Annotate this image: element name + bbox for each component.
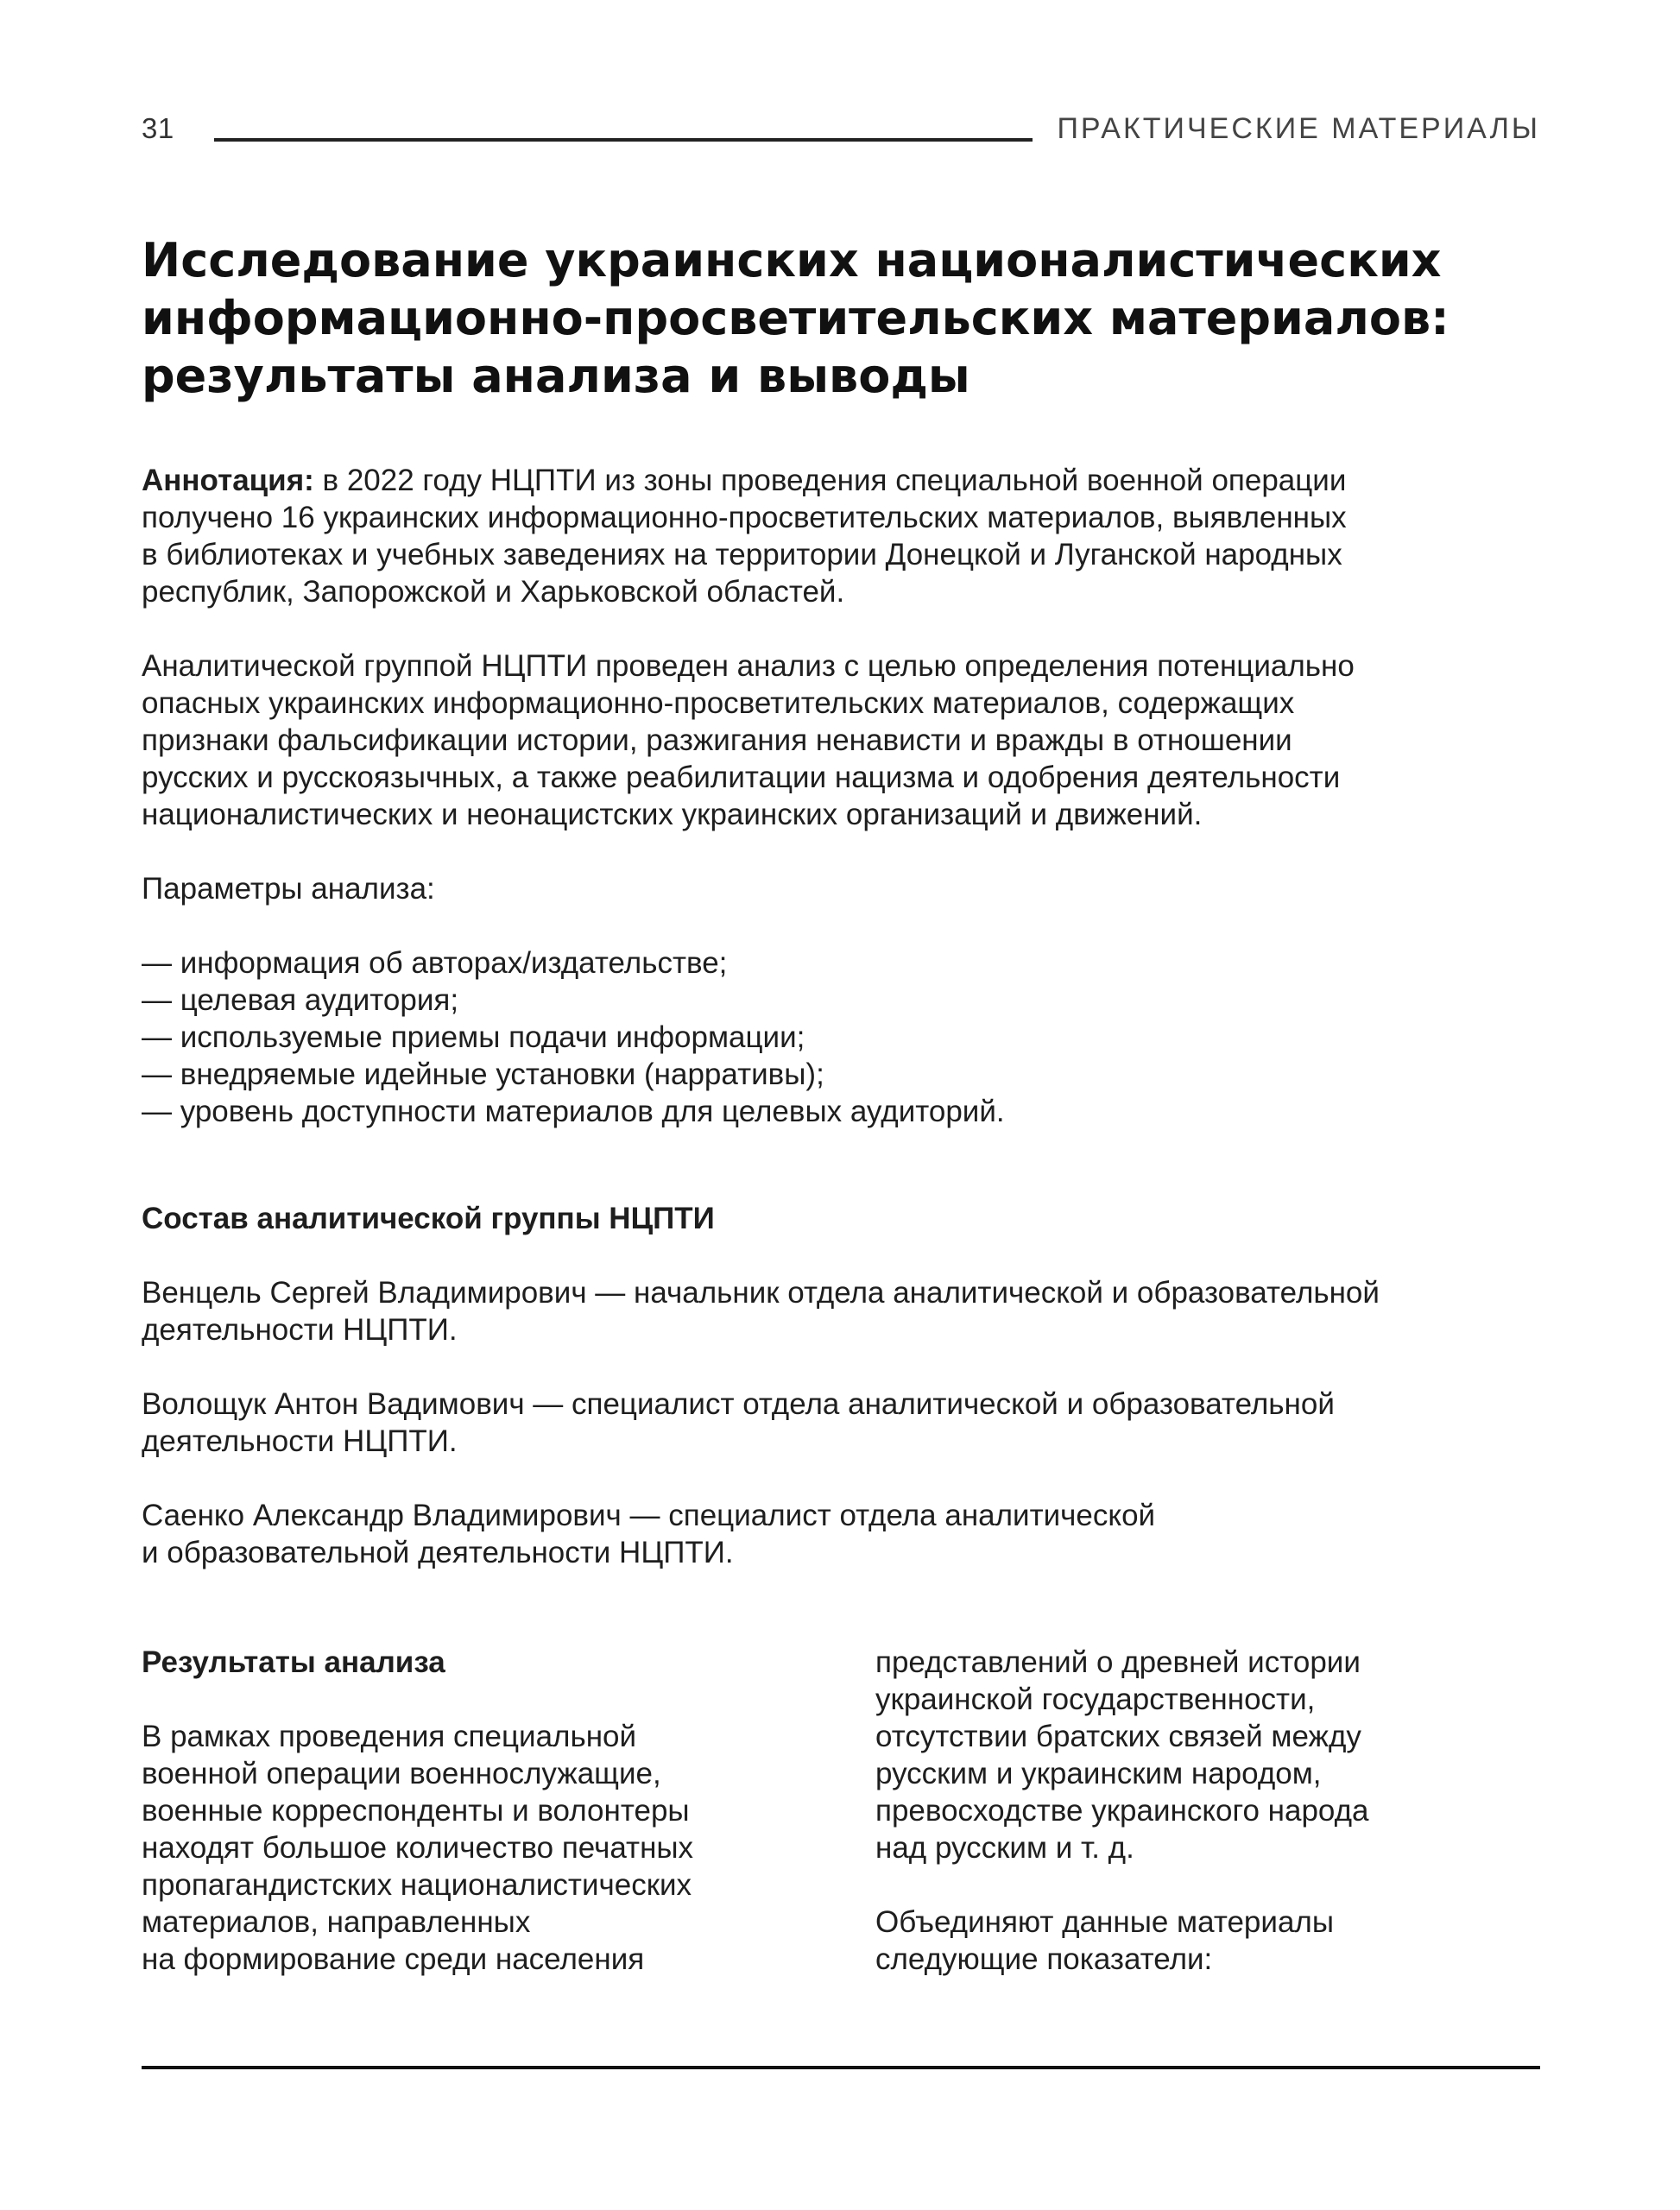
team-section xyxy=(142,1200,1557,1571)
page-number: 31 xyxy=(142,112,174,144)
results-text: В рамках проведения специальной xyxy=(142,1720,637,1753)
team-member-text: Венцель Сергей Владимирович — начальник отдела аналитической и образовательной xyxy=(142,1276,1380,1310)
team-heading: Состав аналитической группы НЦПТИ xyxy=(142,1202,715,1235)
results-text: над русским и т. д. xyxy=(875,1831,1134,1865)
results-heading: Результаты анализа xyxy=(142,1645,445,1679)
annotation-text: получено 16 украинских информационно-просветительских материалов, выявленных xyxy=(142,501,1347,534)
page-header xyxy=(142,112,1540,147)
footer-divider xyxy=(142,2066,1540,2069)
section-label: ПРАКТИЧЕСКИЕ МАТЕРИАЛЫ xyxy=(1057,112,1540,145)
annotation-paragraph xyxy=(142,462,1557,610)
list-item: — целевая аудитория; xyxy=(142,983,459,1017)
results-text: представлений о древней истории xyxy=(875,1645,1361,1679)
parameters-list xyxy=(142,944,1557,1130)
list-item: — внедряемые идейные установки (нарративы); xyxy=(142,1058,824,1091)
analysis-paragraph xyxy=(142,647,1557,833)
results-text: следующие показатели: xyxy=(875,1942,1213,1976)
analysis-text: Аналитической группой НЦПТИ проведен анализ с целью определения потенциально xyxy=(142,649,1355,683)
results-right-column xyxy=(875,1644,1497,1978)
results-text: превосходстве украинского народа xyxy=(875,1794,1369,1828)
results-text: Объединяют данные материалы xyxy=(875,1905,1334,1939)
team-member xyxy=(142,1274,1557,1348)
analysis-text: опасных украинских информационно-просветительских материалов, содержащих xyxy=(142,686,1295,720)
annotation-text: в 2022 году НЦПТИ из зоны проведения специальной военной операции xyxy=(313,464,1347,497)
annotation-text: республик, Запорожской и Харьковской областей. xyxy=(142,575,845,609)
team-member-text: и образовательной деятельности НЦПТИ. xyxy=(142,1536,734,1569)
team-member-text: Волощук Антон Вадимович — специалист отдела аналитической и образовательной xyxy=(142,1387,1335,1421)
results-left-column xyxy=(142,1644,763,1978)
title-line: результаты анализа и выводы xyxy=(142,349,970,403)
team-member xyxy=(142,1497,1557,1571)
team-member-text: деятельности НЦПТИ. xyxy=(142,1313,458,1347)
analysis-text: националистических и неонацистских украинских организаций и движений. xyxy=(142,798,1203,831)
results-text: отсутствии братских связей между xyxy=(875,1720,1361,1753)
results-text: русским и украинским народом, xyxy=(875,1757,1322,1790)
results-text: военной операции военнослужащие, xyxy=(142,1757,661,1790)
team-member-text: Саенко Александр Владимирович — специалист отдела аналитической xyxy=(142,1499,1156,1532)
title-line: Исследование украинских националистических xyxy=(142,233,1442,287)
article-body xyxy=(142,462,1557,1130)
results-text: пропагандистских националистических xyxy=(142,1868,692,1902)
list-item: — уровень доступности материалов для целевых аудиторий. xyxy=(142,1095,1005,1128)
results-text: находят большое количество печатных xyxy=(142,1831,694,1865)
analysis-text: признаки фальсификации истории, разжигания ненависти и вражды в отношении xyxy=(142,723,1292,757)
team-member-text: деятельности НЦПТИ. xyxy=(142,1424,458,1458)
annotation-text: в библиотеках и учебных заведениях на территории Донецкой и Луганской народных xyxy=(142,538,1342,571)
header-divider xyxy=(214,138,1033,142)
list-item: — используемые приемы подачи информации; xyxy=(142,1020,805,1054)
results-text: украинской государственности, xyxy=(875,1683,1316,1716)
article-title xyxy=(142,231,1557,405)
annotation-label: Аннотация: xyxy=(142,464,314,497)
results-text: на формирование среди населения xyxy=(142,1942,645,1976)
list-item: — информация об авторах/издательстве; xyxy=(142,946,728,980)
parameters-heading: Параметры анализа: xyxy=(142,872,435,906)
analysis-text: русских и русскоязычных, а также реабилитации нацизма и одобрения деятельности xyxy=(142,761,1341,794)
results-text: материалов, направленных xyxy=(142,1905,531,1939)
results-text: военные корреспонденты и волонтеры xyxy=(142,1794,690,1828)
title-line: информационно-просветительских материалов: xyxy=(142,291,1449,345)
team-member xyxy=(142,1386,1557,1460)
